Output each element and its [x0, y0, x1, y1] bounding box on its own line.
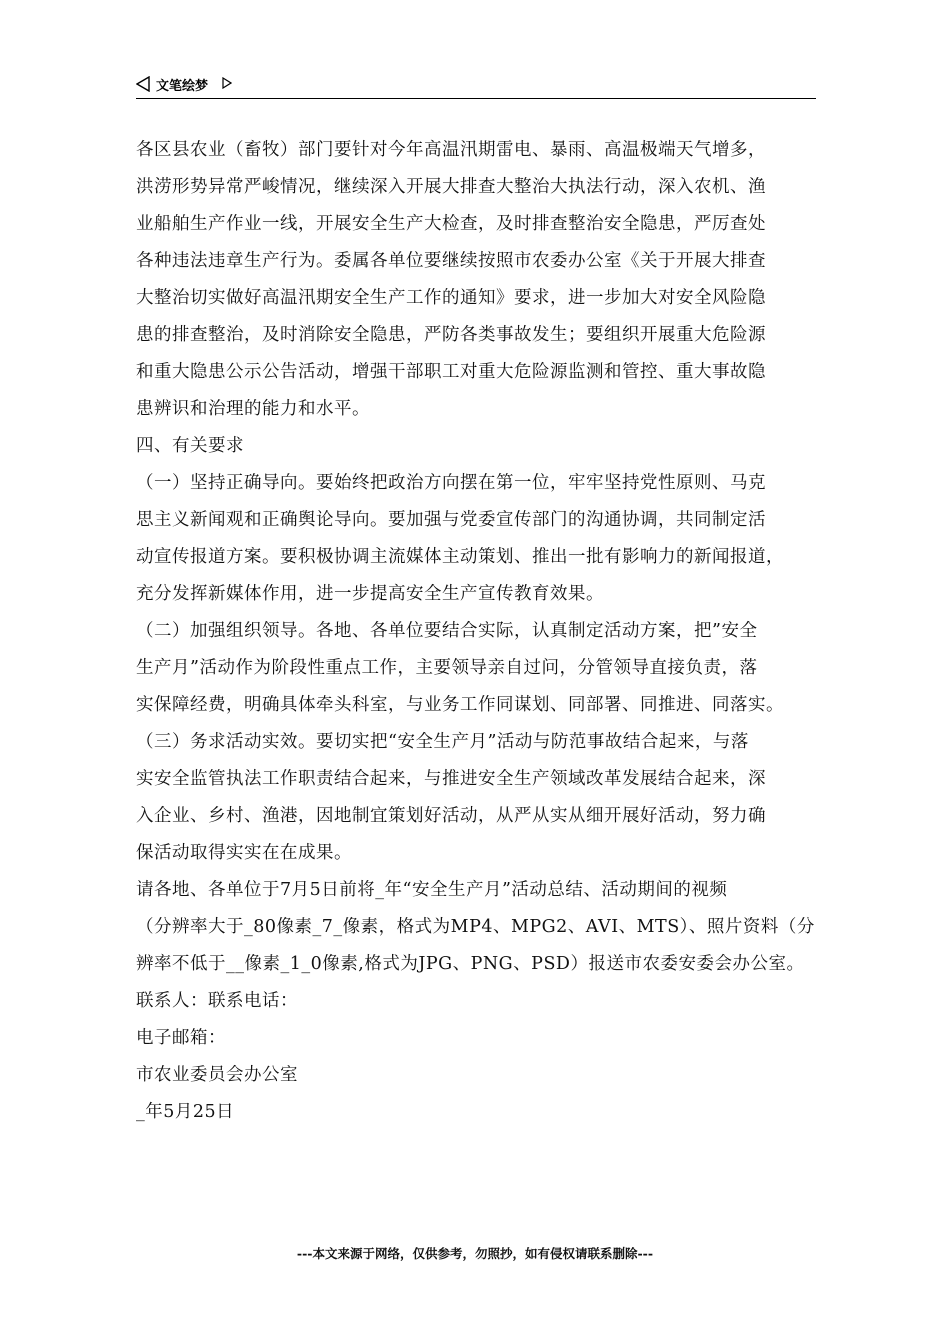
text-line: 请各地、各单位于7月5日前将_年“安全生产月”活动总结、活动期间的视频	[136, 880, 728, 900]
text-line: 实安全监管执法工作职责结合起来，与推进安全生产领域改革发展结合起来，深	[136, 769, 766, 789]
text-line: 动宣传报道方案。要积极协调主流媒体主动策划、推出一批有影响力的新闻报道，	[136, 547, 784, 567]
text-line: 业船舶生产作业一线，开展安全生产大检查，及时排查整治安全隐患，严厉查处	[136, 214, 766, 234]
text-line: 大整治切实做好高温汛期安全生产工作的通知》要求，进一步加大对安全风险隐	[136, 288, 766, 308]
text-line: 入企业、乡村、渔港，因地制宜策划好活动，从严从实从细开展好活动，努力确	[136, 806, 766, 826]
right-triangle-outline-icon	[222, 77, 232, 89]
signature-org: 市农业委员会办公室	[136, 1065, 298, 1085]
contact-line: 联系人：联系电话：	[136, 991, 298, 1011]
header-title: 文笔绘梦	[156, 79, 209, 94]
text-line: 思主义新闻观和正确舆论导向。要加强与党委宣传部门的沟通协调，共同制定活	[136, 510, 766, 530]
text-line: （分辨率大于_80像素_7_像素，格式为MP4、MPG2、AVI、MTS）、照片资料（分	[136, 917, 815, 937]
text-line: 实保障经费，明确具体牵头科室，与业务工作同谋划、同部署、同推进、同落实。	[136, 695, 784, 715]
text-line: （二）加强组织领导。各地、各单位要结合实际，认真制定活动方案，把”安全	[136, 621, 758, 641]
page-header	[136, 72, 816, 99]
text-line: 患辨识和治理的能力和水平。	[136, 399, 370, 419]
text-line: 充分发挥新媒体作用，进一步提高安全生产宣传教育效果。	[136, 584, 604, 604]
text-line: 和重大隐患公示公告活动，增强干部职工对重大危险源监测和管控、重大事故隐	[136, 362, 766, 382]
text-line: 保活动取得实实在在成果。	[136, 843, 352, 863]
signature-date: _年5月25日	[136, 1102, 235, 1122]
text-line: 洪涝形势异常严峻情况，继续深入开展大排查大整治大执法行动，深入农机、渔	[136, 177, 766, 197]
text-line: （三）务求活动实效。要切实把“安全生产月”活动与防范事故结合起来，与落	[136, 732, 749, 752]
footer-disclaimer: ---本文来源于网络，仅供参考，勿照抄，如有侵权请联系删除---	[296, 1246, 654, 1261]
text-line: 患的排查整治，及时消除安全隐患，严防各类事故发生；要组织开展重大危险源	[136, 325, 766, 345]
document-body	[136, 132, 816, 1131]
section-heading: 四、有关要求	[136, 436, 244, 456]
text-line: 各区县农业（畜牧）部门要针对今年高温汛期雷电、暴雨、高温极端天气增多，	[136, 140, 766, 160]
text-line: 生产月”活动作为阶段性重点工作，主要领导亲自过问，分管领导直接负责，落	[136, 658, 758, 678]
text-line: （一）坚持正确导向。要始终把政治方向摆在第一位，牢牢坚持党性原则、马克	[136, 473, 766, 493]
email-line: 电子邮箱：	[136, 1028, 226, 1048]
left-triangle-outline-icon	[136, 76, 150, 92]
text-line: 辨率不低于__像素_1_0像素,格式为JPG、PNG、PSD）报送市农委安委会办公室。	[136, 954, 805, 974]
text-line: 各种违法违章生产行为。委属各单位要继续按照市农委办公室《关于开展大排查	[136, 251, 766, 271]
